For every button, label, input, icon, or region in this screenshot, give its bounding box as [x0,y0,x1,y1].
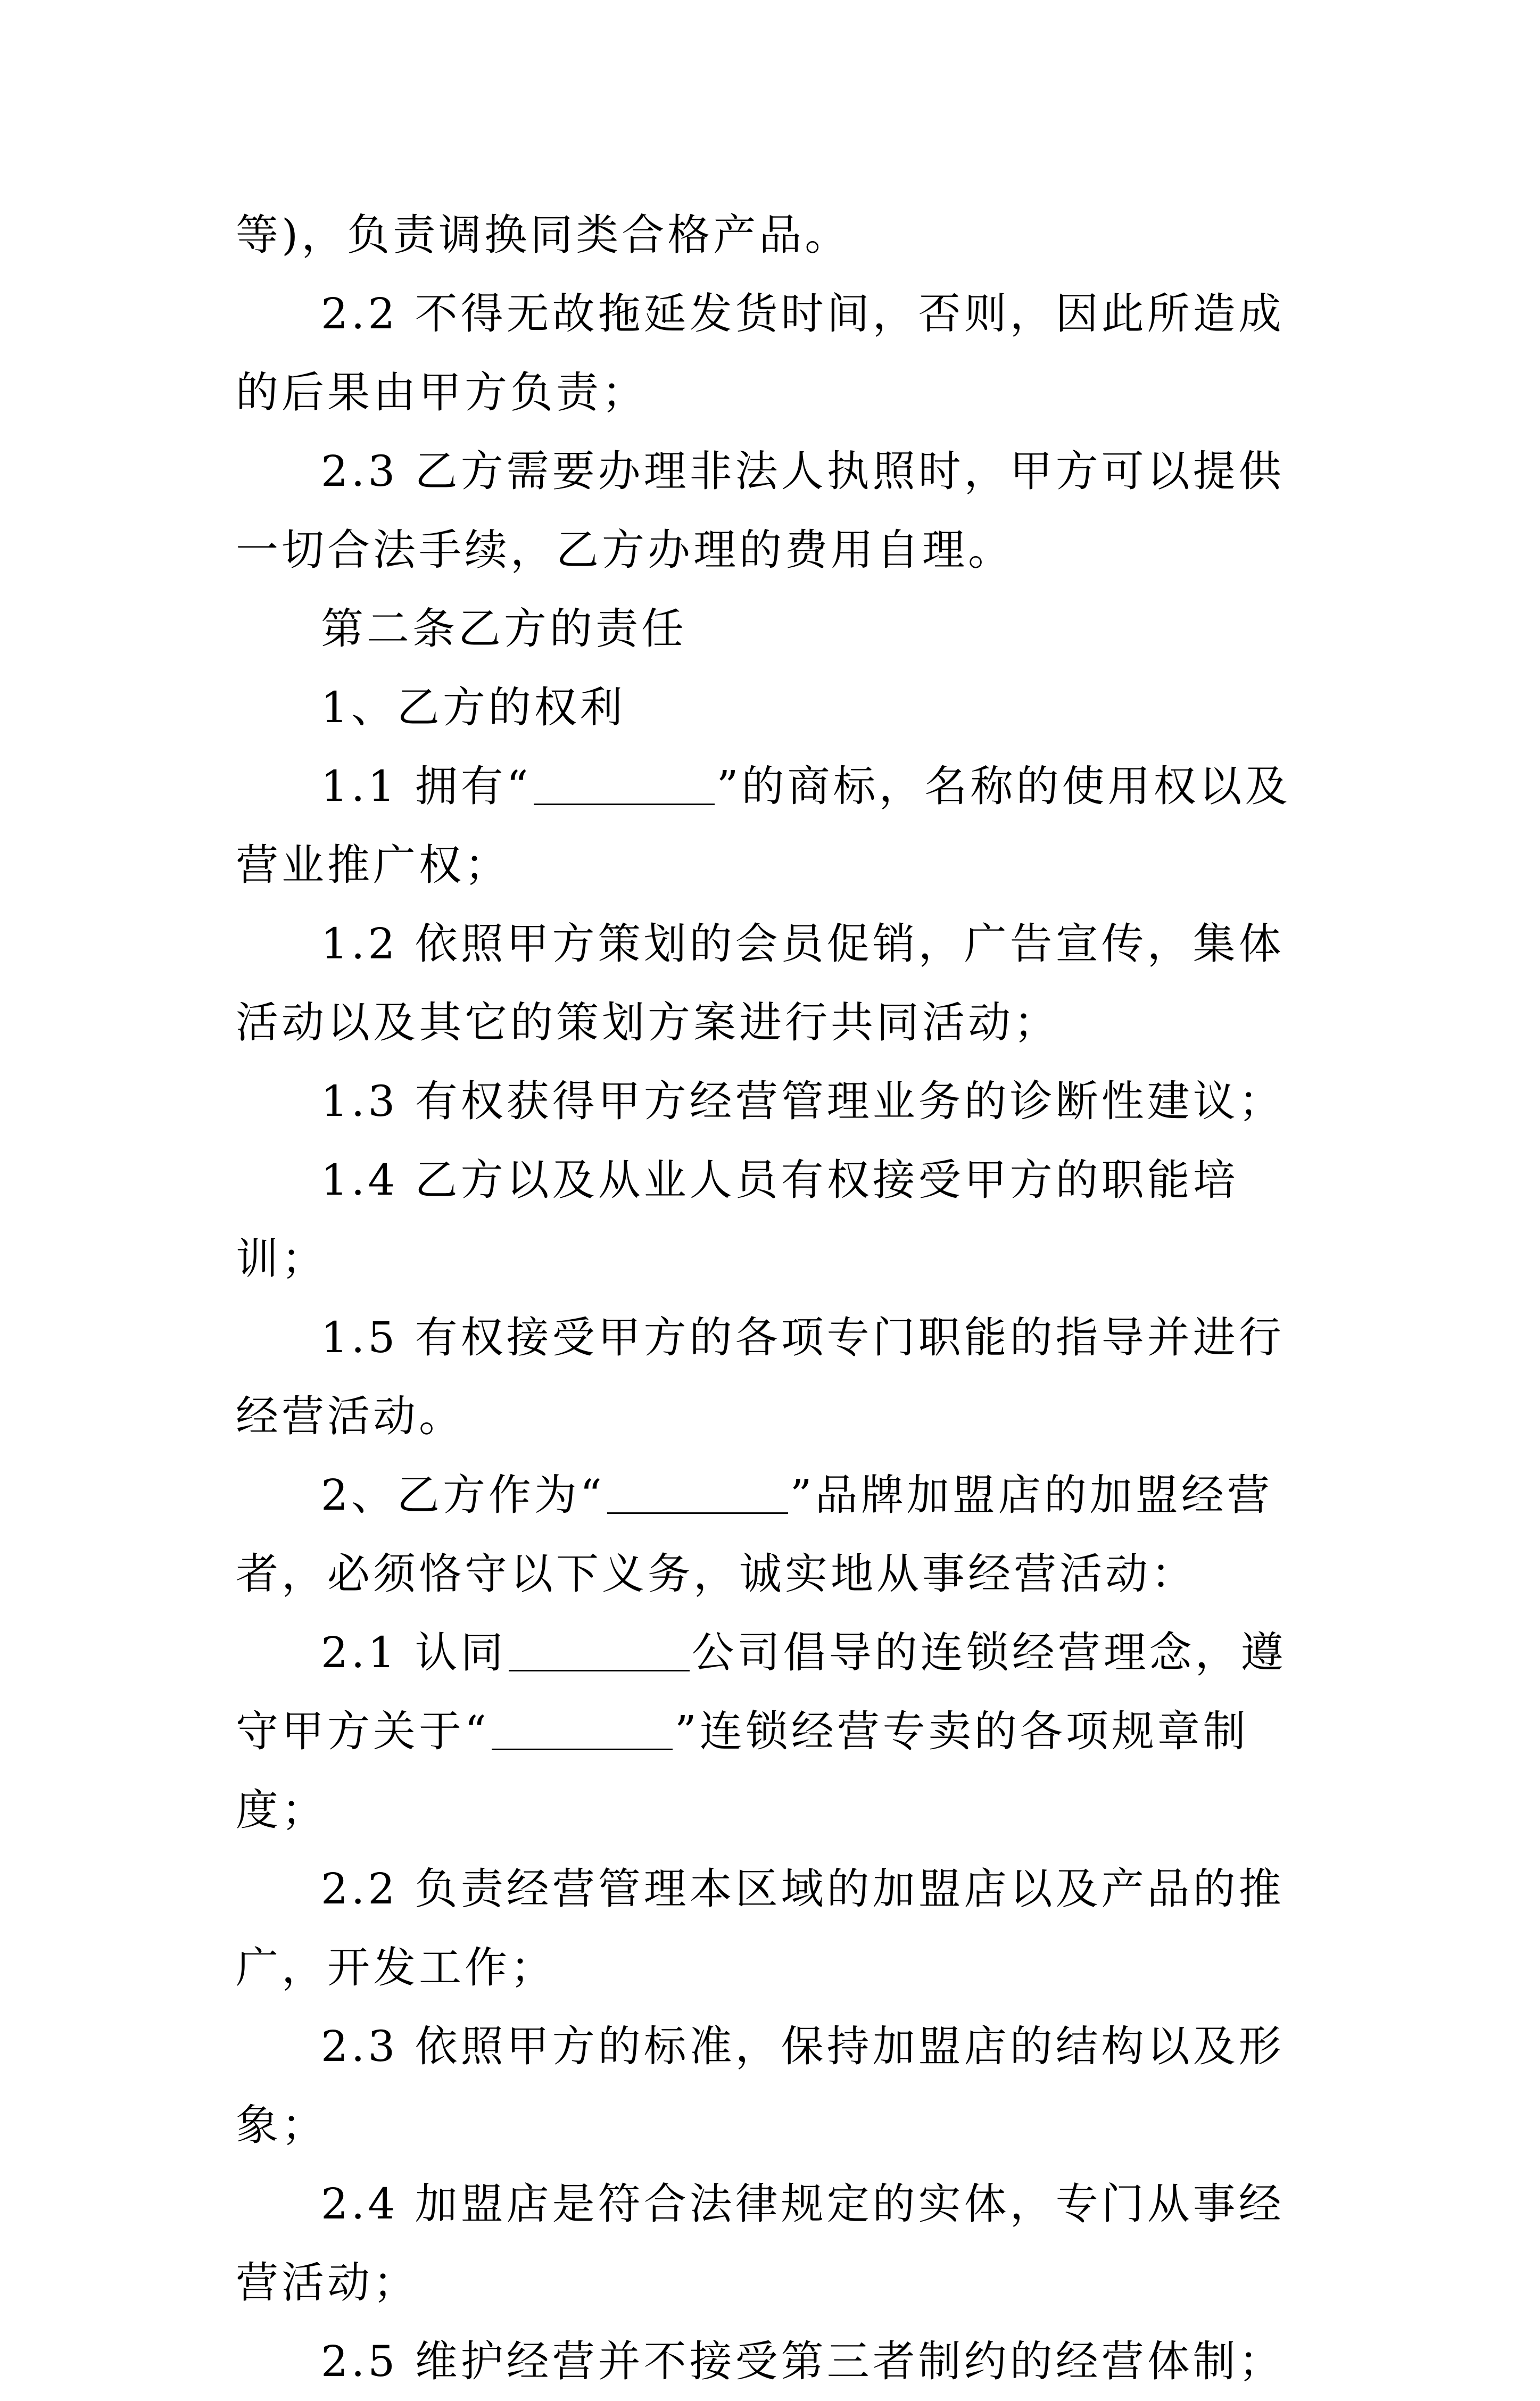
paragraph-p14 [236,2165,1321,2322]
fill-in-blank [509,1669,690,1671]
paragraph-text: 2.2 不得无故拖延发货时间，否则，因此所造成的后果由甲方负责； [236,289,1285,417]
paragraph-text: 2.3 依照甲方的标准，保持加盟店的结构以及形象； [236,2022,1285,2150]
paragraph-text: 2.4 加盟店是符合法律规定的实体，专门从事经营活动； [236,2179,1285,2307]
paragraph-text: ”的商标，名称的使用权以及营业推广权； [236,761,1291,890]
paragraph-p7 [236,1062,1321,1141]
paragraph-text: 1.3 有权获得甲方经营管理业务的诊断性建议； [321,1077,1285,1126]
paragraph-p4 [236,668,1321,747]
paragraph-text: 1.1 拥有“ [321,761,532,811]
fill-in-blank [607,1512,788,1514]
paragraph-p6 [236,905,1321,1062]
paragraph-text: 2.1 认同 [321,1628,507,1677]
paragraph-text: ”品牌加盟店的加盟经营者，必须恪守以下义务，诚实地从事经营活动： [236,1470,1273,1599]
paragraph-p3 [236,590,1321,668]
paragraph-p10 [236,1456,1321,1613]
paragraph-text: 1.2 依照甲方策划的会员促销，广告宣传，集体活动以及其它的策划方案进行共同活动； [236,919,1285,1047]
fill-in-blank [492,1748,673,1750]
paragraph-p13 [236,2007,1321,2165]
paragraph-p5 [236,747,1321,905]
paragraph-p0 [236,196,1321,275]
fill-in-blank [534,803,715,805]
paragraph-text: 2.3 乙方需要办理非法人执照时，甲方可以提供一切合法手续，乙方办理的费用自理。 [236,446,1285,575]
paragraph-p8 [236,1141,1321,1298]
document-body [236,196,1321,2401]
paragraph-p12 [236,1850,1321,2007]
paragraph-p9 [236,1298,1321,1456]
paragraph-text: 1、乙方的权利 [321,683,626,732]
paragraph-p1 [236,275,1321,432]
paragraph-text: 1.4 乙方以及从业人员有权接受甲方的职能培训； [236,1155,1239,1284]
paragraph-text: 第二条乙方的责任 [321,604,687,653]
paragraph-text: 公司倡导的连锁经营理念，遵守甲方关于“ [236,1628,1287,1756]
paragraph-text: 2、乙方作为“ [321,1470,605,1520]
paragraph-p11 [236,1613,1321,1850]
paragraph-text: 1.5 有权接受甲方的各项专门职能的指导并进行经营活动。 [236,1313,1285,1441]
paragraph-p2 [236,432,1321,590]
paragraph-text: 2.2 负责经营管理本区域的加盟店以及产品的推广，开发工作； [236,1864,1285,1992]
paragraph-text: ”连锁经营专卖的各项规章制度； [236,1707,1249,1835]
paragraph-p15 [236,2322,1321,2401]
paragraph-text: 2.5 维护经营并不接受第三者制约的经营体制； [321,2337,1285,2386]
paragraph-text: 等)，负责调换同类合格产品。 [236,210,851,260]
